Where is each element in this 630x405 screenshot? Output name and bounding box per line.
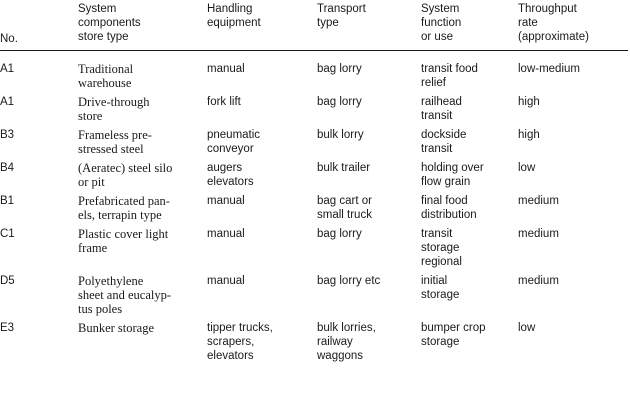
cell-function: transit food relief bbox=[421, 63, 478, 89]
cell-function: initial storage bbox=[421, 275, 460, 301]
header-row bbox=[0, 2, 628, 51]
cell-components: Frameless pre- stressed steel bbox=[78, 128, 152, 156]
cell-throughput: medium bbox=[518, 228, 559, 240]
cell-no: A1 bbox=[0, 63, 15, 75]
cell-no: B4 bbox=[0, 162, 15, 174]
header-components: System components store type bbox=[78, 3, 141, 43]
cell-throughput: low bbox=[518, 322, 536, 334]
table-row bbox=[0, 222, 628, 269]
header-function: System function or use bbox=[421, 3, 462, 43]
cell-throughput: medium bbox=[518, 195, 559, 207]
table-header bbox=[0, 2, 628, 51]
cell-handling: manual bbox=[207, 228, 245, 240]
cell-transport: bag lorry bbox=[317, 228, 362, 240]
cell-no: E3 bbox=[0, 322, 15, 334]
cell-no: B3 bbox=[0, 129, 15, 141]
header-no: No. bbox=[0, 33, 18, 45]
cell-function: transit storage regional bbox=[421, 228, 462, 268]
cell-handling: tipper trucks, scrapers, elevators bbox=[207, 322, 273, 362]
cell-components: Bunker storage bbox=[78, 321, 155, 335]
cell-function: bumper crop storage bbox=[421, 322, 486, 348]
cell-transport: bulk trailer bbox=[317, 162, 371, 174]
table-row bbox=[0, 316, 628, 363]
table-row bbox=[0, 269, 628, 316]
cell-components: Prefabricated pan- els, terrapin type bbox=[78, 194, 170, 222]
cell-throughput: low-medium bbox=[518, 63, 580, 75]
table-row bbox=[0, 156, 628, 189]
cell-components: (Aeratec) steel silo or pit bbox=[78, 161, 173, 189]
cell-throughput: high bbox=[518, 129, 540, 141]
cell-no: B1 bbox=[0, 195, 15, 207]
cell-handling: manual bbox=[207, 275, 245, 287]
cell-function: final food distribution bbox=[421, 195, 477, 221]
cell-function: railhead transit bbox=[421, 96, 462, 122]
cell-throughput: medium bbox=[518, 275, 559, 287]
cell-handling: augers elevators bbox=[207, 162, 254, 188]
cell-no: C1 bbox=[0, 228, 15, 240]
cell-components: Polyethylene sheet and eucalyp- tus poles bbox=[78, 274, 172, 316]
header-transport: Transport type bbox=[317, 3, 366, 29]
storage-systems-table bbox=[0, 2, 628, 363]
header-throughput: Throughput rate (approximate) bbox=[518, 3, 589, 43]
cell-function: holding over flow grain bbox=[421, 162, 484, 188]
header-handling: Handling equipment bbox=[207, 3, 261, 29]
cell-transport: bag lorry etc bbox=[317, 275, 381, 287]
cell-transport: bulk lorry bbox=[317, 129, 364, 141]
cell-handling: pneumatic conveyor bbox=[207, 129, 261, 155]
table-body bbox=[0, 51, 628, 364]
table-row bbox=[0, 51, 628, 91]
cell-transport: bulk lorries, railway waggons bbox=[317, 322, 376, 362]
cell-components: Traditional warehouse bbox=[78, 62, 134, 90]
cell-components: Plastic cover light frame bbox=[78, 227, 169, 255]
cell-throughput: high bbox=[518, 96, 540, 108]
cell-transport: bag lorry bbox=[317, 63, 362, 75]
cell-transport: bag lorry bbox=[317, 96, 362, 108]
cell-no: D5 bbox=[0, 275, 15, 287]
table-row bbox=[0, 90, 628, 123]
table-row bbox=[0, 123, 628, 156]
cell-handling: manual bbox=[207, 195, 245, 207]
cell-no: A1 bbox=[0, 96, 15, 108]
cell-throughput: low bbox=[518, 162, 536, 174]
table-row bbox=[0, 189, 628, 222]
cell-function: dockside transit bbox=[421, 129, 467, 155]
cell-handling: manual bbox=[207, 63, 245, 75]
cell-handling: fork lift bbox=[207, 96, 241, 108]
cell-components: Drive-through store bbox=[78, 95, 150, 123]
cell-transport: bag cart or small truck bbox=[317, 195, 372, 221]
